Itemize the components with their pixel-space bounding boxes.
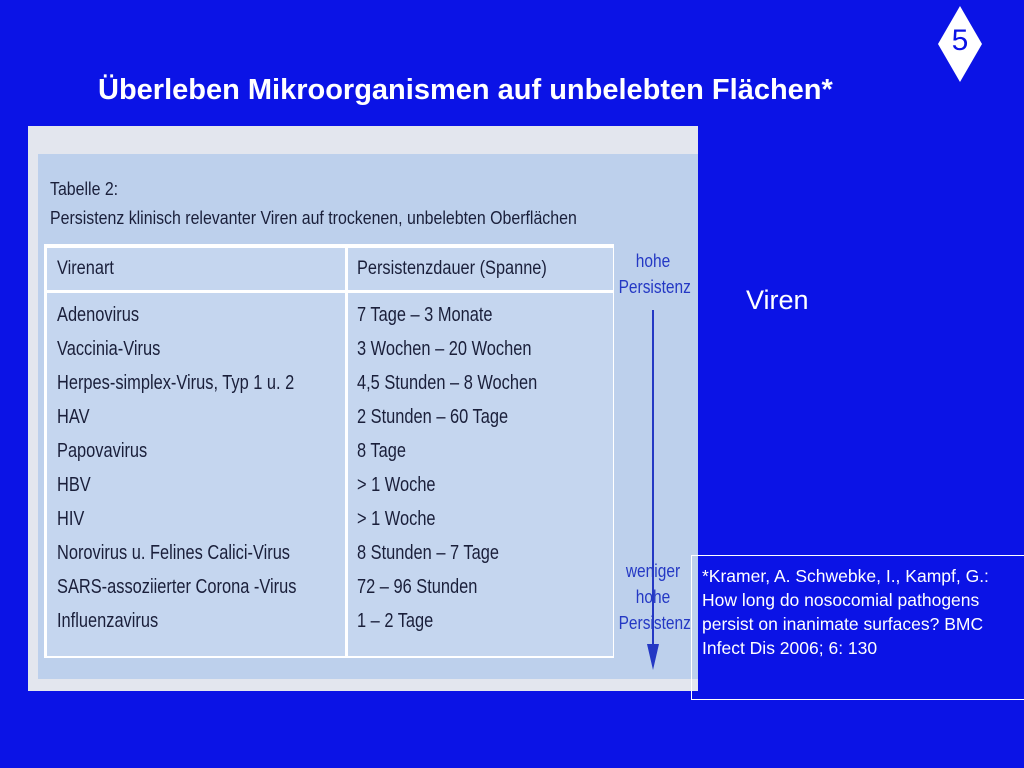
duration-cell: 2 Stunden – 60 Tage [357, 406, 509, 428]
virus-cell: Herpes-simplex-Virus, Typ 1 u. 2 [57, 372, 295, 394]
virus-cell: Papovavirus [57, 440, 148, 462]
caption-line-1: Tabelle 2: [50, 178, 119, 199]
header-duration: Persistenzdauer (Spanne) [357, 258, 547, 279]
caption-line-2: Persistenz klinisch relevanter Viren auf trockenen, unbelebten Oberflächen [50, 207, 577, 228]
slide-number: 5 [951, 24, 969, 57]
arrow-label-bottom-line-2: hohe [635, 587, 671, 607]
arrow-label-top-line-1: hohe [635, 251, 671, 271]
arrow-label-bottom-line-1: weniger [625, 561, 681, 581]
duration-cell: 7 Tage – 3 Monate [357, 304, 493, 326]
arrow-label-bottom [618, 558, 691, 636]
arrow-label-bottom-line-3: Persistenz [618, 613, 691, 633]
duration-cell: 72 – 96 Stunden [357, 576, 478, 598]
duration-cell: 8 Stunden – 7 Tage [357, 542, 499, 564]
side-label: Viren [746, 285, 809, 315]
column-divider [345, 248, 348, 656]
virus-cell: HBV [57, 474, 91, 496]
slide-title: Überleben Mikroorganismen auf unbelebten Flächen* [98, 74, 833, 106]
virus-cell: HAV [57, 406, 90, 428]
virus-cell: Norovirus u. Felines Calici-Virus [57, 542, 291, 564]
duration-cell: > 1 Woche [357, 508, 436, 530]
reference-box [691, 555, 1024, 700]
header-divider [47, 290, 613, 293]
virus-cell: Adenovirus [57, 304, 140, 326]
header-virus: Virenart [57, 258, 114, 279]
duration-cell: 1 – 2 Tage [357, 610, 434, 632]
reference-text: *Kramer, A. Schwebke, I., Kampf, G.: How long do nosocomial pathogens persist on inanimate surfaces? BMC Infect Dis 2006; 6: 130 [702, 566, 989, 658]
virus-cell: Influenzavirus [57, 610, 159, 632]
table-caption [50, 174, 577, 232]
table-body [47, 248, 613, 656]
scanned-table-image [28, 126, 698, 691]
duration-cell: 8 Tage [357, 440, 406, 462]
virus-persistence-table [44, 244, 614, 658]
arrow-label-top-line-2: Persistenz [618, 277, 691, 297]
duration-cell: 3 Wochen – 20 Wochen [357, 338, 532, 360]
duration-cell: > 1 Woche [357, 474, 436, 496]
virus-cell: HIV [57, 508, 85, 530]
duration-cell: 4,5 Stunden – 8 Wochen [357, 372, 538, 394]
virus-cell: SARS-assoziierter Corona -Virus [57, 576, 297, 598]
virus-cell: Vaccinia-Virus [57, 338, 161, 360]
slide-number-badge [936, 4, 984, 84]
